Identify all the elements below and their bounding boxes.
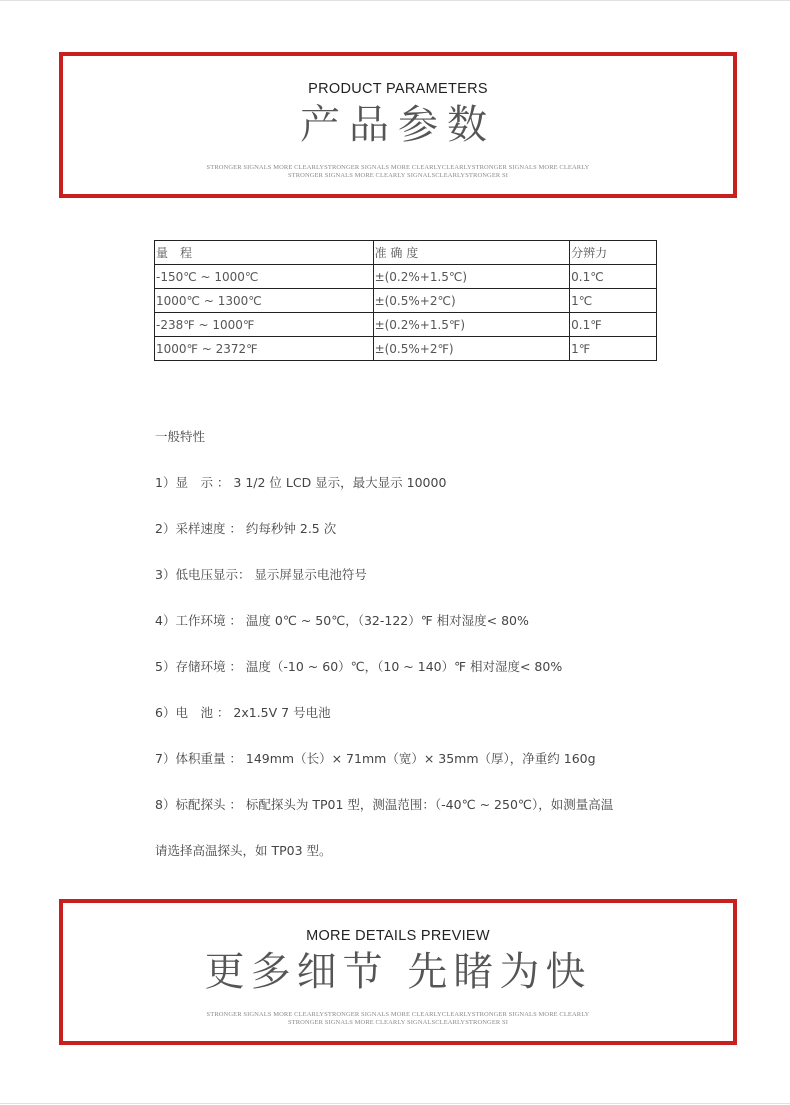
cell-accuracy: ±(0.2%+1.5℉) bbox=[373, 313, 570, 337]
table-row bbox=[155, 337, 657, 361]
banner-title-zh: 更多细节 先睹为快 bbox=[204, 949, 592, 995]
top-divider bbox=[0, 0, 790, 1]
header-accuracy: 准 确 度 bbox=[373, 241, 570, 265]
cell-resolution: 1℉ bbox=[570, 337, 657, 361]
banner-tagline-line-2: STRONGER SIGNALS MORE CLEARLY SIGNALSCLEARLYSTRONGER SI bbox=[287, 172, 509, 179]
banner-tagline-line-1: STRONGER SIGNALS MORE CLEARLYSTRONGER SIGNALS MORE CLEARLYCLEARLYSTRONGER SIGNALS MORE CLEARLY bbox=[206, 164, 590, 171]
cell-accuracy: ±(0.5%+2℉) bbox=[373, 337, 570, 361]
feature-item-probe: 8）标配探头 ： 标配探头为 TP01 型，测温范围：（-40℃ ~ 250℃），如测量高温 bbox=[155, 797, 614, 812]
table-row bbox=[155, 313, 657, 337]
feature-item-low-voltage: 3）低电压显示： 显示屏显示电池符号 bbox=[155, 567, 367, 582]
feature-item-storage-environment: 5）存储环境 ： 温度（-10 ~ 60）℃，（10 ~ 140）℉ 相对湿度< 80% bbox=[155, 659, 563, 674]
banner-title-en: MORE DETAILS PREVIEW bbox=[306, 928, 490, 944]
cell-range: 1000℃ ~ 1300℃ bbox=[155, 289, 374, 313]
more-details-banner bbox=[59, 899, 737, 1045]
general-features bbox=[155, 425, 613, 885]
table-row bbox=[155, 289, 657, 313]
table-header-row bbox=[155, 241, 657, 265]
feature-item-probe-continued: 请选择高温探头，如 TP03 型。 bbox=[155, 843, 332, 858]
product-parameters-banner bbox=[59, 52, 737, 198]
feature-item-sampling-rate: 2）采样速度 ： 约每秒钟 2.5 次 bbox=[155, 521, 337, 536]
banner-tagline bbox=[188, 1011, 608, 1027]
cell-resolution: 1℃ bbox=[570, 289, 657, 313]
banner-tagline-line-1: STRONGER SIGNALS MORE CLEARLYSTRONGER SIGNALS MORE CLEARLYCLEARLYSTRONGER SIGNALS MORE CLEARLY bbox=[206, 1011, 590, 1018]
cell-range: -238℉ ~ 1000℉ bbox=[155, 313, 374, 337]
feature-item-display: 1）显 示 ： 3 1/2 位 LCD 显示，最大显示 10000 bbox=[155, 475, 447, 490]
feature-item-battery: 6）电 池 ： 2x1.5V 7 号电池 bbox=[155, 705, 331, 720]
feature-item-size-weight: 7）体积重量 ： 149mm（长）× 71mm（宽）× 35mm（厚），净重约 160g bbox=[155, 751, 596, 766]
banner-tagline-line-2: STRONGER SIGNALS MORE CLEARLY SIGNALSCLEARLYSTRONGER SI bbox=[287, 1019, 509, 1026]
cell-range: 1000℉ ~ 2372℉ bbox=[155, 337, 374, 361]
cell-resolution: 0.1℉ bbox=[570, 313, 657, 337]
banner-title-zh: 产品参数 bbox=[300, 102, 496, 148]
cell-accuracy: ±(0.2%+1.5℃) bbox=[373, 265, 570, 289]
cell-accuracy: ±(0.5%+2℃) bbox=[373, 289, 570, 313]
feature-item-operating-environment: 4）工作环境 ： 温度 0℃ ~ 50℃，（32-122）℉ 相对湿度< 80% bbox=[155, 613, 529, 628]
banner-title-en: PRODUCT PARAMETERS bbox=[308, 81, 488, 97]
header-range: 量 程 bbox=[155, 241, 374, 265]
banner-tagline bbox=[188, 164, 608, 180]
bottom-divider bbox=[0, 1103, 790, 1104]
parameters-table bbox=[154, 240, 657, 361]
header-resolution: 分辨力 bbox=[570, 241, 657, 265]
cell-resolution: 0.1℃ bbox=[570, 265, 657, 289]
table-row bbox=[155, 265, 657, 289]
features-heading: 一般特性 bbox=[155, 429, 206, 444]
cell-range: -150℃ ~ 1000℃ bbox=[155, 265, 374, 289]
